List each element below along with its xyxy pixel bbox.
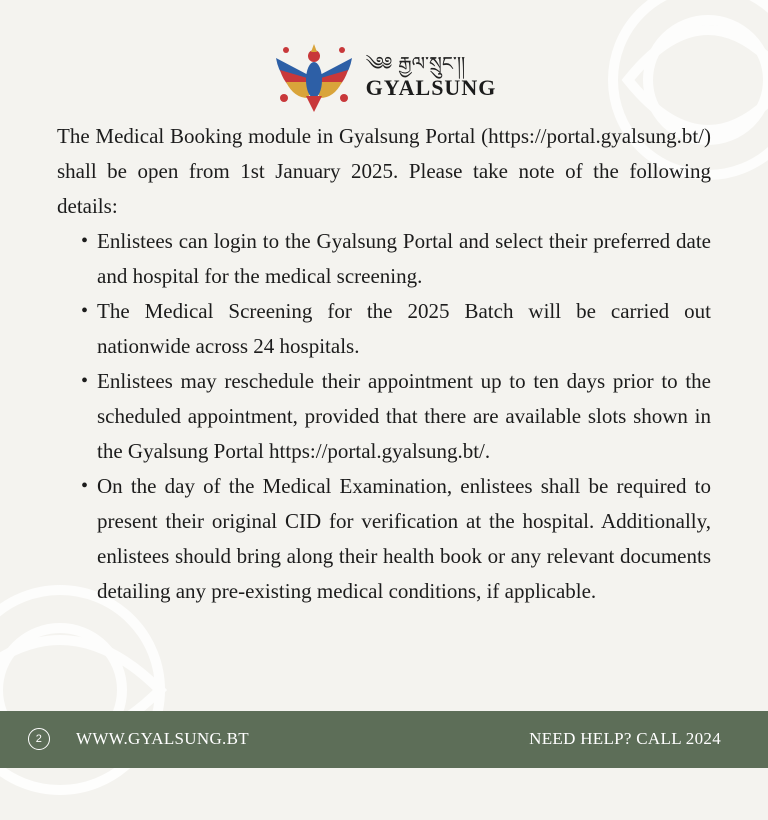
list-item: • Enlistees can login to the Gyalsung Portal and select their preferred date and hospital for the medical screening.: [57, 224, 711, 294]
logo-script-text: ༄༅ རྒྱལ་སྲུང་།།: [365, 53, 466, 75]
intro-paragraph: The Medical Booking module in Gyalsung Portal (https://portal.gyalsung.bt/) shall be open from 1st January 2025. Please take note of the following details:: [57, 124, 711, 218]
list-item: • Enlistees may reschedule their appointment up to ten days prior to the scheduled appointment, provided that there are available slots shown in the Gyalsung Portal https://portal.gyalsung.bt/.: [57, 364, 711, 469]
main-content: [57, 119, 711, 609]
list-item: • On the day of the Medical Examination, enlistees shall be required to present their original CID for verification at the hospital. Additionally, enlistees should bring along their health book or any relevant documents detailing any pre-existing medical conditions, if applicable.: [57, 469, 711, 609]
logo-text: [366, 52, 497, 100]
website-link[interactable]: WWW.GYALSUNG.BT: [76, 729, 249, 748]
page-number-badge: 2: [28, 728, 50, 750]
gyalsung-emblem-icon: [272, 38, 356, 114]
details-list: [57, 224, 711, 609]
help-contact: NEED HELP? CALL 2024: [529, 729, 721, 748]
header-logo: [0, 38, 768, 114]
logo-brand-name: GYALSUNG: [365, 75, 497, 100]
footer-bar: [0, 711, 768, 768]
list-item: • The Medical Screening for the 2025 Batch will be carried out nationwide across 24 hospitals.: [57, 294, 711, 364]
